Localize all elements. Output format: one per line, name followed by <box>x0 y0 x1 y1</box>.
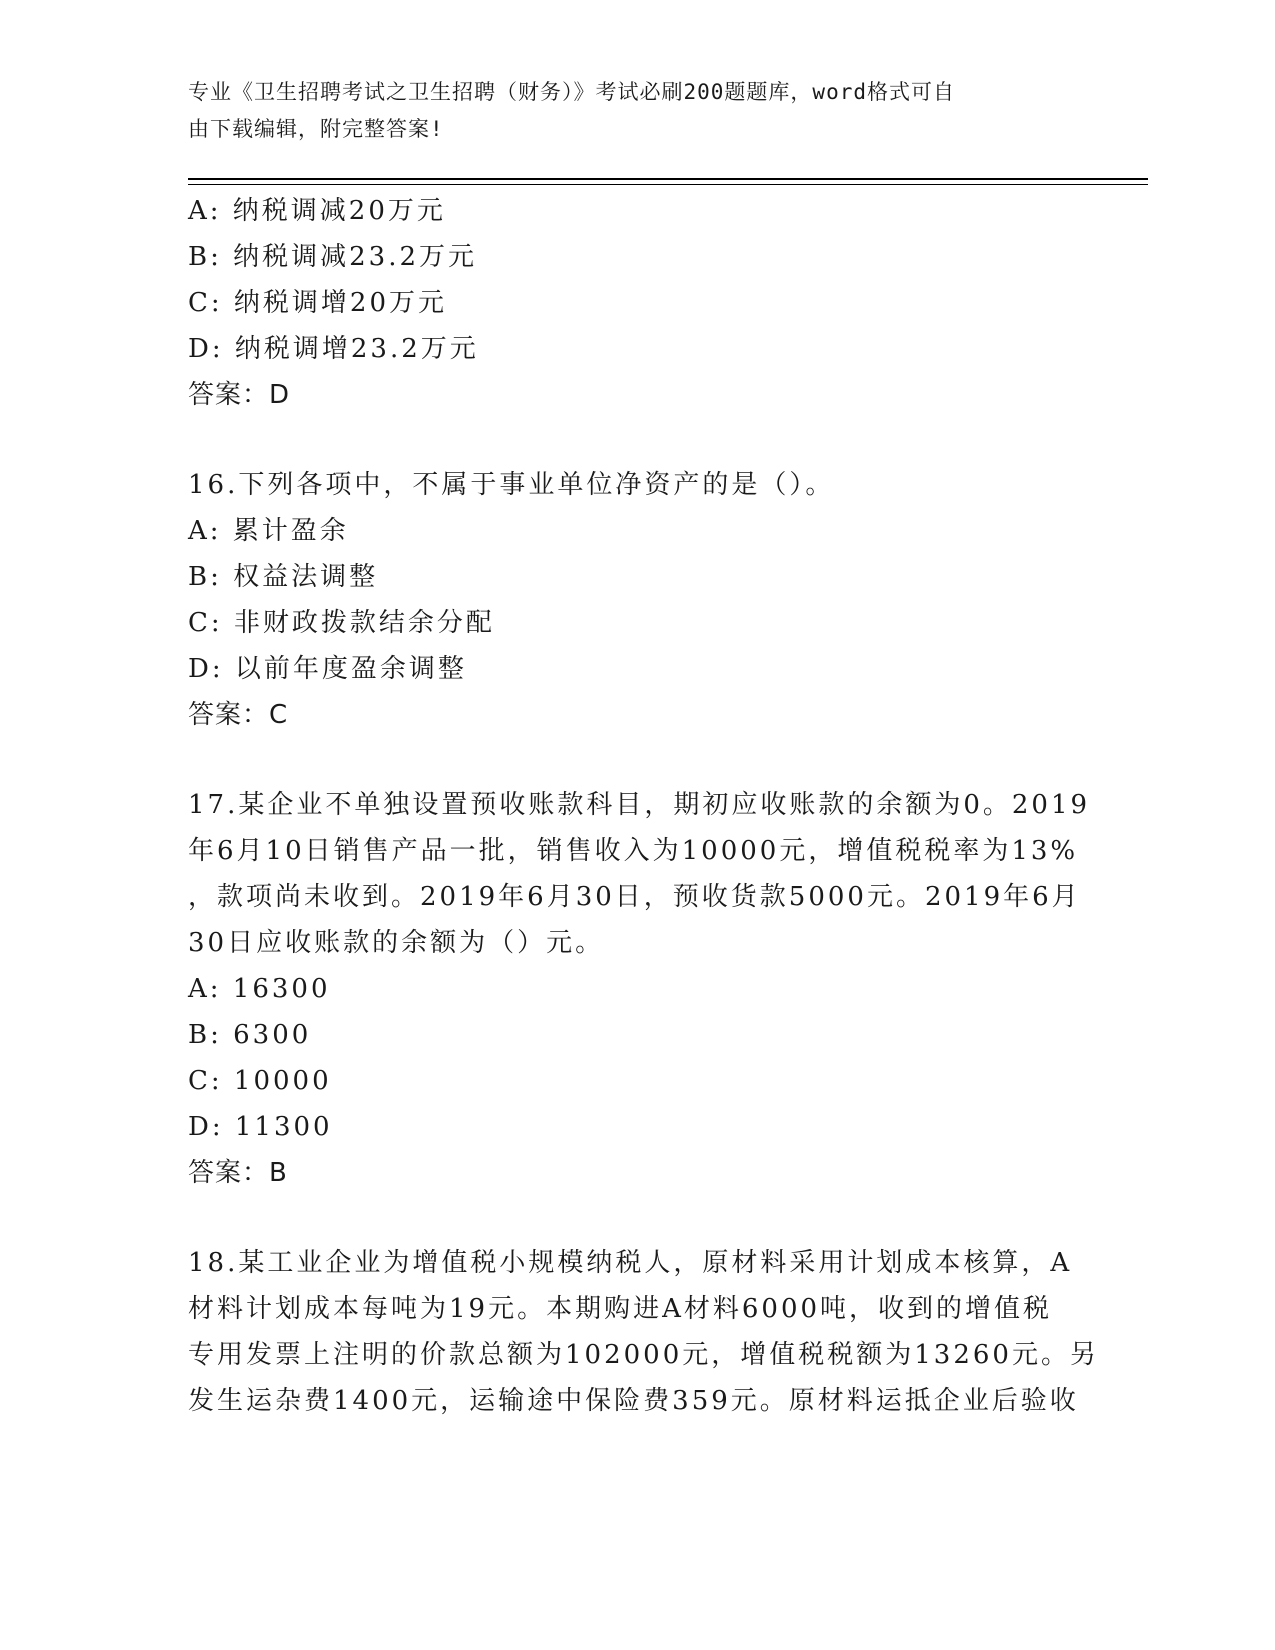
option-a: A: 16300 <box>188 974 331 1004</box>
spacer <box>188 418 1088 462</box>
question-stem-line: 17.某企业不单独设置预收账款科目，期初应收账款的余额为0。2019 <box>188 790 1091 820</box>
spacer <box>188 1196 1088 1240</box>
question-stem: 16.下列各项中，不属于事业单位净资产的是（）。 <box>188 470 835 500</box>
header-rule-thin <box>188 184 1148 185</box>
option-c: C: 非财政拨款结余分配 <box>188 608 495 638</box>
option-b: B: 6300 <box>188 1020 312 1050</box>
header-line-1: 专业《卫生招聘考试之卫生招聘（财务）》考试必刷200题题库，word格式可自 <box>188 80 955 104</box>
option-d: D: 纳税调增23.2万元 <box>188 334 479 364</box>
option-b: B: 权益法调整 <box>188 562 379 592</box>
option-c: C: 纳税调增20万元 <box>188 288 448 318</box>
question-content <box>188 188 1099 1424</box>
option-d: D: 以前年度盈余调整 <box>188 654 467 684</box>
document-header <box>188 74 1068 148</box>
question-16 <box>188 462 1088 738</box>
option-b: B: 纳税调减23.2万元 <box>188 242 478 272</box>
answer-label: 答案：D <box>188 380 291 410</box>
question-stem-line: 材料计划成本每吨为19元。本期购进A材料6000吨，收到的增值税 <box>188 1294 1053 1324</box>
answer-label: 答案：C <box>188 700 289 730</box>
option-a: A: 纳税调减20万元 <box>188 196 446 226</box>
question-stem-line: 30日应收账款的余额为（）元。 <box>188 928 605 958</box>
question-18 <box>188 1240 1099 1424</box>
answer-label: 答案：B <box>188 1158 288 1188</box>
option-d: D: 11300 <box>188 1112 333 1142</box>
option-c: C: 10000 <box>188 1066 332 1096</box>
header-rule-thick <box>188 178 1148 180</box>
option-a: A: 累计盈余 <box>188 516 349 546</box>
question-stem-line: 18.某工业企业为增值税小规模纳税人，原材料采用计划成本核算，A <box>188 1248 1073 1278</box>
question-stem-line: 专用发票上注明的价款总额为102000元，增值税税额为13260元。另 <box>188 1340 1099 1370</box>
question-15 <box>188 188 1088 418</box>
question-stem-line: 年6月10日销售产品一批，销售收入为10000元，增值税税率为13% <box>188 836 1079 866</box>
question-stem-line: ，款项尚未收到。2019年6月30日，预收货款5000元。2019年6月 <box>188 882 1081 912</box>
spacer <box>188 738 1088 782</box>
header-line-2: 由下载编辑，附完整答案! <box>188 117 444 141</box>
question-stem-line: 发生运杂费1400元，运输途中保险费359元。原材料运抵企业后验收 <box>188 1386 1079 1416</box>
question-17 <box>188 782 1091 1196</box>
